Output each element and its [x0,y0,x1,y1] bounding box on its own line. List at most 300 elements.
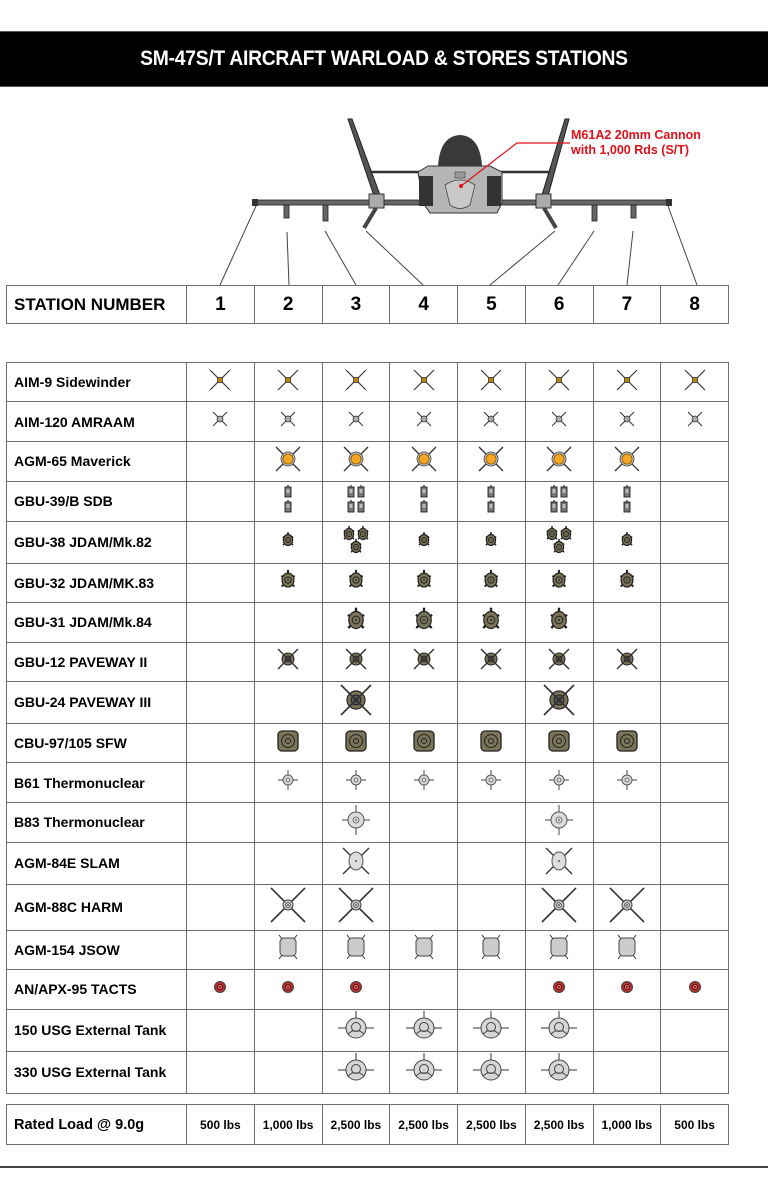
station-6-cell [525,884,593,930]
jdam-medium-icon [344,567,368,593]
station-1-cell [187,802,255,842]
sidewinder-icon [273,365,303,395]
station-2-cell [254,884,322,930]
station-1-cell [187,363,255,402]
station-6-cell [525,481,593,521]
station-2-cell [254,1009,322,1051]
rated-load-value: 1,000 lbs [254,1105,322,1145]
cannon-callout [571,128,701,158]
jsow-icon [478,933,504,961]
table-row [7,970,729,1009]
station-5-cell [458,563,526,602]
station-6-cell [525,603,593,642]
station-6-cell [525,763,593,802]
table-row [7,603,729,642]
jsow-icon [343,933,369,961]
station-8-cell [661,930,729,969]
station-4-cell [390,563,458,602]
station-3-cell [322,521,390,563]
jdam-medium-icon [479,567,503,593]
station-8-cell [661,363,729,402]
right-tail-fin [542,119,569,196]
rated-load-value: 2,500 lbs [390,1105,458,1145]
station-6-cell [525,1009,593,1051]
paveway2-icon [343,646,369,672]
store-name: GBU-31 JDAM/Mk.84 [7,603,187,642]
sidewinder-icon [205,365,235,395]
sidewinder-icon [409,365,439,395]
station-2-cell [254,842,322,884]
station-3-cell [322,481,390,521]
station-8-cell [661,642,729,681]
station-4-cell [390,681,458,723]
store-name: AGM-84E SLAM [7,842,187,884]
station-6-cell [525,842,593,884]
station-7-cell [593,1009,661,1051]
store-name: AIM-9 Sidewinder [7,363,187,402]
station-number-label: STATION NUMBER [7,286,187,324]
station-6-cell [525,563,593,602]
cannon-callout-line1: M61A2 20mm Cannon [571,128,701,142]
jdam-large-icon [410,605,438,635]
station-7-cell [593,842,661,884]
station-5-cell [458,681,526,723]
station-1-cell [187,763,255,802]
station-8-cell [661,681,729,723]
fuel-tank-icon [336,1052,376,1088]
jdam-medium-icon [547,567,571,593]
station-2-cell [254,563,322,602]
station-5-cell [458,402,526,441]
fuel-tank-icon [404,1052,444,1088]
title-bar [0,31,768,87]
amraam-icon [614,406,640,432]
paveway2-icon [411,646,437,672]
sfw-icon [410,727,438,755]
sdb-icon [273,482,303,516]
station-3-cell [322,842,390,884]
jdam-small-icon [617,529,637,551]
fuel-tank-icon [471,1010,511,1046]
station-2-cell [254,802,322,842]
maverick-icon [407,442,441,476]
jdam-large-icon [545,605,573,635]
sfw-icon [613,727,641,755]
tacts-pod-icon [687,979,703,995]
sfw-icon [342,727,370,755]
station-4-cell [390,970,458,1009]
station-3-cell [322,802,390,842]
sfw-icon [477,727,505,755]
jsow-icon [411,933,437,961]
maverick-icon [339,442,373,476]
station-7-cell [593,363,661,402]
store-name: GBU-32 JDAM/MK.83 [7,563,187,602]
amraam-icon [682,406,708,432]
station-4-cell [390,842,458,884]
station-5: 5 [458,286,526,324]
store-name: AGM-65 Maverick [7,441,187,481]
station-7-cell [593,1051,661,1093]
fuel-tank-icon [404,1010,444,1046]
station-3-cell [322,681,390,723]
station-5-cell [458,603,526,642]
station-2: 2 [254,286,322,324]
sfw-icon [545,727,573,755]
sidewinder-icon [341,365,371,395]
station-4-cell [390,441,458,481]
station-2-cell [254,763,322,802]
station-8-cell [661,402,729,441]
sdb-icon [612,482,642,516]
sidewinder-icon [476,365,506,395]
sfw-icon [274,727,302,755]
table-row [7,1051,729,1093]
station-4-cell [390,1009,458,1051]
station-3-cell [322,723,390,762]
station-8-cell [661,970,729,1009]
store-name: AN/APX-95 TACTS [7,970,187,1009]
harm-icon [268,885,308,925]
store-name: AGM-88C HARM [7,884,187,930]
table-row [7,563,729,602]
table-row [7,842,729,884]
station-8-cell [661,563,729,602]
station-1-cell [187,481,255,521]
bottom-rule [0,1166,768,1168]
station-8-cell [661,802,729,842]
table-row [7,521,729,563]
left-tail-fin [348,119,380,196]
b83-icon [543,803,575,837]
b61-icon [412,768,436,792]
station-8-cell [661,1009,729,1051]
station-4-cell [390,930,458,969]
amraam-icon [411,406,437,432]
sidewinder-icon [544,365,574,395]
jsow-icon [275,933,301,961]
station-6-cell [525,802,593,842]
fuel-tank-icon [336,1010,376,1046]
jdam-small-icon [540,522,578,558]
station-5-cell [458,481,526,521]
rated-load-value: 2,500 lbs [458,1105,526,1145]
station-3-cell [322,642,390,681]
paveway2-icon [275,646,301,672]
station-7-cell [593,521,661,563]
station-4-cell [390,802,458,842]
station-4-cell [390,603,458,642]
amraam-icon [546,406,572,432]
table-row [7,441,729,481]
station-4-cell [390,884,458,930]
station-3-cell [322,1051,390,1093]
station-8-cell [661,521,729,563]
station-2-cell [254,481,322,521]
table-row [7,402,729,441]
jdam-medium-icon [276,567,300,593]
station-1-cell [187,723,255,762]
station-3-cell [322,363,390,402]
store-name: AGM-154 JSOW [7,930,187,969]
station-4-cell [390,723,458,762]
station-2-cell [254,603,322,642]
jsow-icon [546,933,572,961]
station-1-cell [187,1009,255,1051]
rated-load-label: Rated Load @ 9.0g [7,1105,187,1145]
sdb-icon [544,482,574,516]
paveway2-icon [478,646,504,672]
station-5-cell [458,642,526,681]
station-5-cell [458,441,526,481]
jdam-small-icon [414,529,434,551]
store-name: GBU-38 JDAM/Mk.82 [7,521,187,563]
paveway3-icon [338,682,374,718]
station-3-cell [322,563,390,602]
station-5-cell [458,970,526,1009]
station-1-cell [187,642,255,681]
table-row [7,481,729,521]
station-2-cell [254,402,322,441]
station-2-cell [254,723,322,762]
amraam-icon [275,406,301,432]
store-name: B61 Thermonuclear [7,763,187,802]
station-1-cell [187,681,255,723]
jdam-small-icon [278,529,298,551]
station-1-cell [187,402,255,441]
station-6-cell [525,1051,593,1093]
table-row [7,1009,729,1051]
rated-load-value: 2,500 lbs [322,1105,390,1145]
paveway2-icon [614,646,640,672]
station-2-cell [254,363,322,402]
tacts-pod-icon [348,979,364,995]
station-7-cell [593,681,661,723]
station-3-cell [322,1009,390,1051]
station-8-cell [661,481,729,521]
jdam-large-icon [477,605,505,635]
station-6-cell [525,363,593,402]
amraam-icon [207,406,233,432]
station-6-cell [525,723,593,762]
station-3-cell [322,441,390,481]
station-6-cell [525,930,593,969]
station-6: 6 [525,286,593,324]
station-8: 8 [661,286,729,324]
amraam-icon [343,406,369,432]
tacts-pod-icon [280,979,296,995]
tacts-pod-icon [551,979,567,995]
maverick-icon [271,442,305,476]
station-2-cell [254,1051,322,1093]
station-3-cell [322,884,390,930]
station-6-cell [525,970,593,1009]
fuel-tank-icon [539,1052,579,1088]
station-7-cell [593,930,661,969]
page-title: SM-47S/T AIRCRAFT WARLOAD & STORES STATIONS [140,47,628,70]
station-6-cell [525,521,593,563]
station-1-cell [187,1051,255,1093]
station-7-cell [593,441,661,481]
store-name: 150 USG External Tank [7,1009,187,1051]
station-3-cell [322,970,390,1009]
store-name: CBU-97/105 SFW [7,723,187,762]
station-7-cell [593,763,661,802]
station-2-cell [254,521,322,563]
store-name: 330 USG External Tank [7,1051,187,1093]
tacts-pod-icon [619,979,635,995]
jdam-medium-icon [412,567,436,593]
station-7-cell [593,563,661,602]
sdb-icon [476,482,506,516]
table-row [7,363,729,402]
station-7-cell [593,723,661,762]
paveway2-icon [546,646,572,672]
station-3-cell [322,930,390,969]
store-name: B83 Thermonuclear [7,802,187,842]
fuel-tank-icon [471,1052,511,1088]
harm-icon [539,885,579,925]
station-4-cell [390,642,458,681]
rated-load-table [6,1104,729,1145]
station-8-cell [661,723,729,762]
harm-icon [336,885,376,925]
maverick-icon [610,442,644,476]
station-2-cell [254,642,322,681]
maverick-icon [474,442,508,476]
jdam-large-icon [342,605,370,635]
station-1-cell [187,884,255,930]
table-row [7,930,729,969]
station-5-cell [458,884,526,930]
sdb-icon [341,482,371,516]
station-4-cell [390,521,458,563]
station-4-cell [390,1051,458,1093]
station-2-cell [254,681,322,723]
station-5-cell [458,521,526,563]
station-3: 3 [322,286,390,324]
station-1-cell [187,970,255,1009]
station-6-cell [525,642,593,681]
station-5-cell [458,723,526,762]
b61-icon [479,768,503,792]
station-3-cell [322,402,390,441]
station-1-cell [187,521,255,563]
station-8-cell [661,441,729,481]
station-3-cell [322,603,390,642]
store-name: GBU-12 PAVEWAY II [7,642,187,681]
jsow-icon [614,933,640,961]
b61-icon [615,768,639,792]
station-4-cell [390,481,458,521]
rated-load-value: 500 lbs [661,1105,729,1145]
rated-load-value: 500 lbs [187,1105,255,1145]
station-5-cell [458,1009,526,1051]
rated-load-value: 2,500 lbs [525,1105,593,1145]
station-7-cell [593,603,661,642]
station-5-cell [458,363,526,402]
slam-icon [339,843,373,879]
station-7-cell [593,970,661,1009]
station-4-cell [390,363,458,402]
station-7: 7 [593,286,661,324]
fuel-tank-icon [539,1010,579,1046]
station-5-cell [458,842,526,884]
jdam-small-icon [481,529,501,551]
cannon-callout-line2: with 1,000 Rds (S/T) [571,143,690,157]
station-7-cell [593,481,661,521]
station-1-cell [187,842,255,884]
station-5-cell [458,763,526,802]
station-5-cell [458,1051,526,1093]
station-1-cell [187,441,255,481]
table-row [7,681,729,723]
station-8-cell [661,884,729,930]
sdb-icon [409,482,439,516]
maverick-icon [542,442,576,476]
station-1-cell [187,603,255,642]
sidewinder-icon [612,365,642,395]
station-1-cell [187,930,255,969]
store-name: GBU-24 PAVEWAY III [7,681,187,723]
b61-icon [276,768,300,792]
amraam-icon [478,406,504,432]
station-8-cell [661,603,729,642]
table-row [7,763,729,802]
station-6-cell [525,441,593,481]
store-name: GBU-39/B SDB [7,481,187,521]
station-3-cell [322,763,390,802]
store-name: AIM-120 AMRAAM [7,402,187,441]
canopy [438,135,482,166]
station-6-cell [525,402,593,441]
tacts-pod-icon [212,979,228,995]
slam-icon [542,843,576,879]
stores-table [6,362,729,1094]
station-1: 1 [187,286,255,324]
station-4-cell [390,763,458,802]
jdam-medium-icon [615,567,639,593]
jdam-small-icon [337,522,375,558]
table-row [7,642,729,681]
station-7-cell [593,884,661,930]
station-7-cell [593,402,661,441]
station-7-cell [593,802,661,842]
station-6-cell [525,681,593,723]
station-2-cell [254,970,322,1009]
harm-icon [607,885,647,925]
station-8-cell [661,763,729,802]
b61-icon [344,768,368,792]
table-row [7,802,729,842]
station-5-cell [458,930,526,969]
b83-icon [340,803,372,837]
station-8-cell [661,1051,729,1093]
station-8-cell [661,842,729,884]
station-leader-lines [220,206,697,285]
station-5-cell [458,802,526,842]
station-2-cell [254,930,322,969]
sidewinder-icon [680,365,710,395]
station-number-header [6,285,729,324]
table-row [7,884,729,930]
station-1-cell [187,563,255,602]
station-7-cell [593,642,661,681]
station-2-cell [254,441,322,481]
b61-icon [547,768,571,792]
rated-load-value: 1,000 lbs [593,1105,661,1145]
paveway3-icon [541,682,577,718]
